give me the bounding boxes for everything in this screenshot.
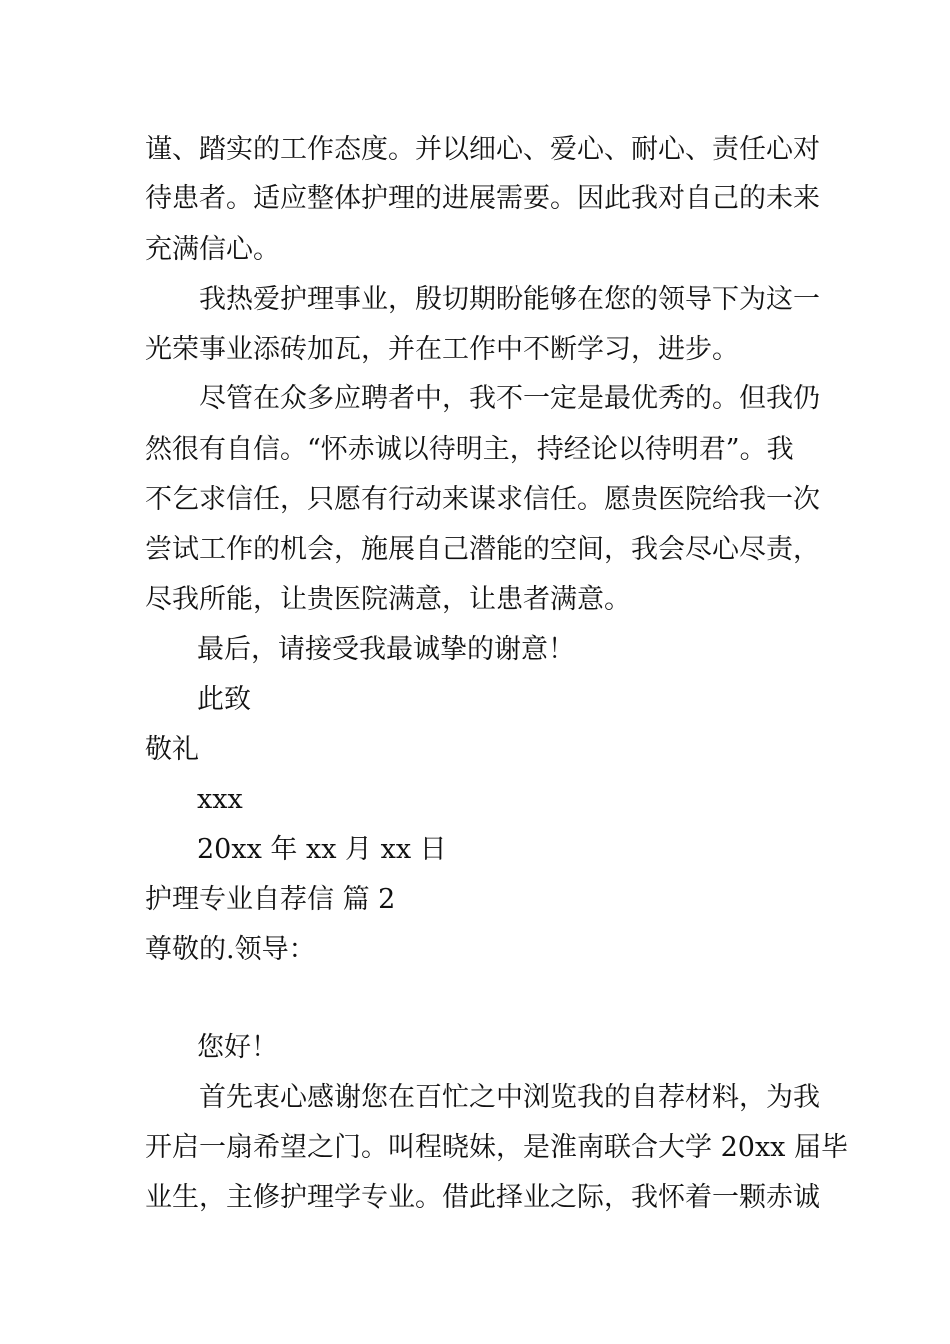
paragraph-line: 充满信心。 [145, 234, 280, 265]
letter-hello: 您好！ [197, 1032, 278, 1063]
paragraph-line: 尽管在众多应聘者中，我不一定是最优秀的。但我仍 [199, 383, 820, 414]
closing-regards: 敬礼 [145, 734, 199, 765]
paragraph-line: 尝试工作的机会，施展自己潜能的空间，我会尽心尽责， [145, 534, 820, 565]
signature-name: xxx [197, 784, 243, 815]
paragraph-line: 不乞求信任，只愿有行动来谋求信任。愿贵医院给我一次 [145, 484, 820, 515]
signature-date: 20xx 年 xx 月 xx 日 [197, 834, 447, 865]
paragraph-line: 待患者。适应整体护理的进展需要。因此我对自己的未来 [145, 183, 820, 214]
paragraph-line: 尽我所能，让贵医院满意，让患者满意。 [145, 584, 631, 615]
paragraph-line: 然很有自信。“怀赤诚以待明主，持经论以待明君”。我 [145, 434, 794, 465]
paragraph-line: 我热爱护理事业，殷切期盼能够在您的领导下为这一 [199, 284, 820, 315]
section-heading: 护理专业自荐信 篇 2 [145, 884, 396, 915]
paragraph-line: 首先衷心感谢您在百忙之中浏览我的自荐材料，为我 [199, 1082, 820, 1113]
letter-greeting: 尊敬的.领导： [145, 934, 316, 965]
closing-thanks: 最后，请接受我最诚挚的谢意！ [197, 634, 575, 665]
closing-salutation: 此致 [197, 684, 251, 715]
paragraph-line: 光荣事业添砖加瓦，并在工作中不断学习，进步。 [145, 334, 739, 365]
paragraph-line: 谨、踏实的工作态度。并以细心、爱心、耐心、责任心对 [145, 134, 820, 165]
paragraph-line: 业生，主修护理学专业。借此择业之际，我怀着一颗赤诚 [145, 1182, 820, 1213]
paragraph-line: 开启一扇希望之门。叫程晓妹，是淮南联合大学 20xx 届毕 [145, 1132, 848, 1163]
